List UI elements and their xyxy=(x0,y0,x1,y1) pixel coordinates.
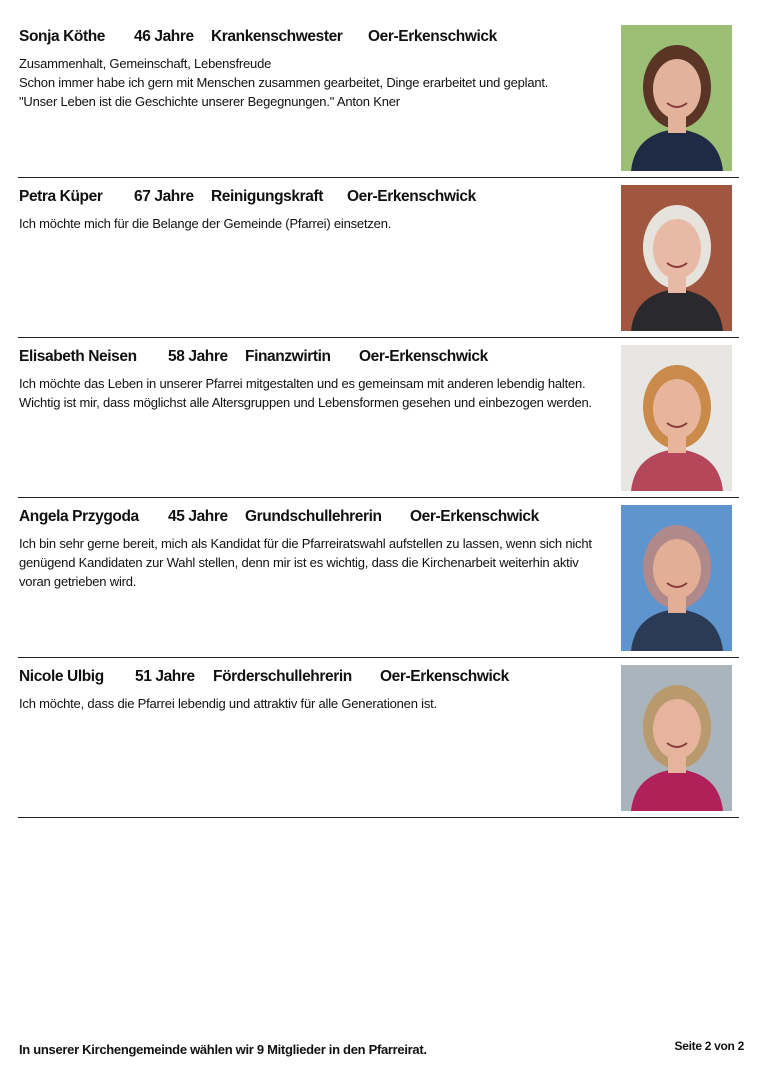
candidate-statement xyxy=(19,214,599,233)
candidate-name: Elisabeth Neisen xyxy=(19,348,137,365)
candidate-city: Oer-Erkenschwick xyxy=(410,508,539,525)
candidate-city: Oer-Erkenschwick xyxy=(359,348,488,365)
divider xyxy=(18,817,739,818)
candidate-statement xyxy=(19,694,599,713)
statement-line: Ich möchte, dass die Pfarrei lebendig und attraktiv für alle Generationen ist. xyxy=(19,696,437,711)
candidate-statement xyxy=(19,54,599,111)
statement-line: Schon immer habe ich gern mit Menschen zusammen gearbeitet, Dinge erarbeitet und geplant. xyxy=(19,75,549,90)
candidate-statement xyxy=(19,534,599,591)
candidate-photo xyxy=(621,505,732,651)
candidate-age: 51 Jahre xyxy=(135,668,195,685)
statement-line: "Unser Leben ist die Geschichte unserer Begegnungen." Anton Kner xyxy=(19,94,400,109)
candidate-city: Oer-Erkenschwick xyxy=(347,188,476,205)
candidate-age: 46 Jahre xyxy=(134,28,194,45)
candidate-age: 58 Jahre xyxy=(168,348,228,365)
statement-line: Ich bin sehr gerne bereit, mich als Kandidat für die Pfarreiratswahl aufstellen zu lassen, wenn sich nicht genügend Kandidaten zur Wahl stellen, denn mir ist es wichtig, dass die Kirchenarbeit weiterhin aktiv voran getrieben wird. xyxy=(19,536,596,589)
candidate-entry xyxy=(0,500,764,660)
page-number: Seite 2 von 2 xyxy=(674,1039,744,1053)
candidate-photo xyxy=(621,25,732,171)
candidate-name: Angela Przygoda xyxy=(19,508,139,525)
candidate-job: Förderschullehrerin xyxy=(213,668,352,685)
candidate-name: Nicole Ulbig xyxy=(19,668,104,685)
candidate-name: Petra Küper xyxy=(19,188,103,205)
candidate-entry xyxy=(0,20,764,180)
candidate-statement xyxy=(19,374,599,412)
candidate-job: Grundschullehrerin xyxy=(245,508,382,525)
candidate-photo xyxy=(621,665,732,811)
candidate-job: Reinigungskraft xyxy=(211,188,323,205)
footer-note: In unserer Kirchengemeinde wählen wir 9 Mitglieder in den Pfarreirat. xyxy=(19,1042,427,1057)
candidate-photo xyxy=(621,185,732,331)
candidate-entry xyxy=(0,180,764,340)
candidate-age: 45 Jahre xyxy=(168,508,228,525)
candidate-city: Oer-Erkenschwick xyxy=(380,668,509,685)
divider xyxy=(18,657,739,658)
candidate-job: Krankenschwester xyxy=(211,28,343,45)
candidate-job: Finanzwirtin xyxy=(245,348,331,365)
statement-line: Ich möchte mich für die Belange der Gemeinde (Pfarrei) einsetzen. xyxy=(19,216,392,231)
divider xyxy=(18,337,739,338)
divider xyxy=(18,177,739,178)
candidate-photo xyxy=(621,345,732,491)
divider xyxy=(18,497,739,498)
candidate-name: Sonja Köthe xyxy=(19,28,106,45)
candidate-city: Oer-Erkenschwick xyxy=(368,28,497,45)
statement-line: Ich möchte das Leben in unserer Pfarrei mitgestalten und es gemeinsam mit anderen lebendig halten. Wichtig ist mir, dass möglichst alle Altersgruppen und Lebensformen gesehen und einbezogen werden. xyxy=(19,376,592,410)
candidate-entry xyxy=(0,660,764,820)
candidate-entry xyxy=(0,340,764,500)
statement-line: Zusammenhalt, Gemeinschaft, Lebensfreude xyxy=(19,56,272,71)
candidate-age: 67 Jahre xyxy=(134,188,194,205)
